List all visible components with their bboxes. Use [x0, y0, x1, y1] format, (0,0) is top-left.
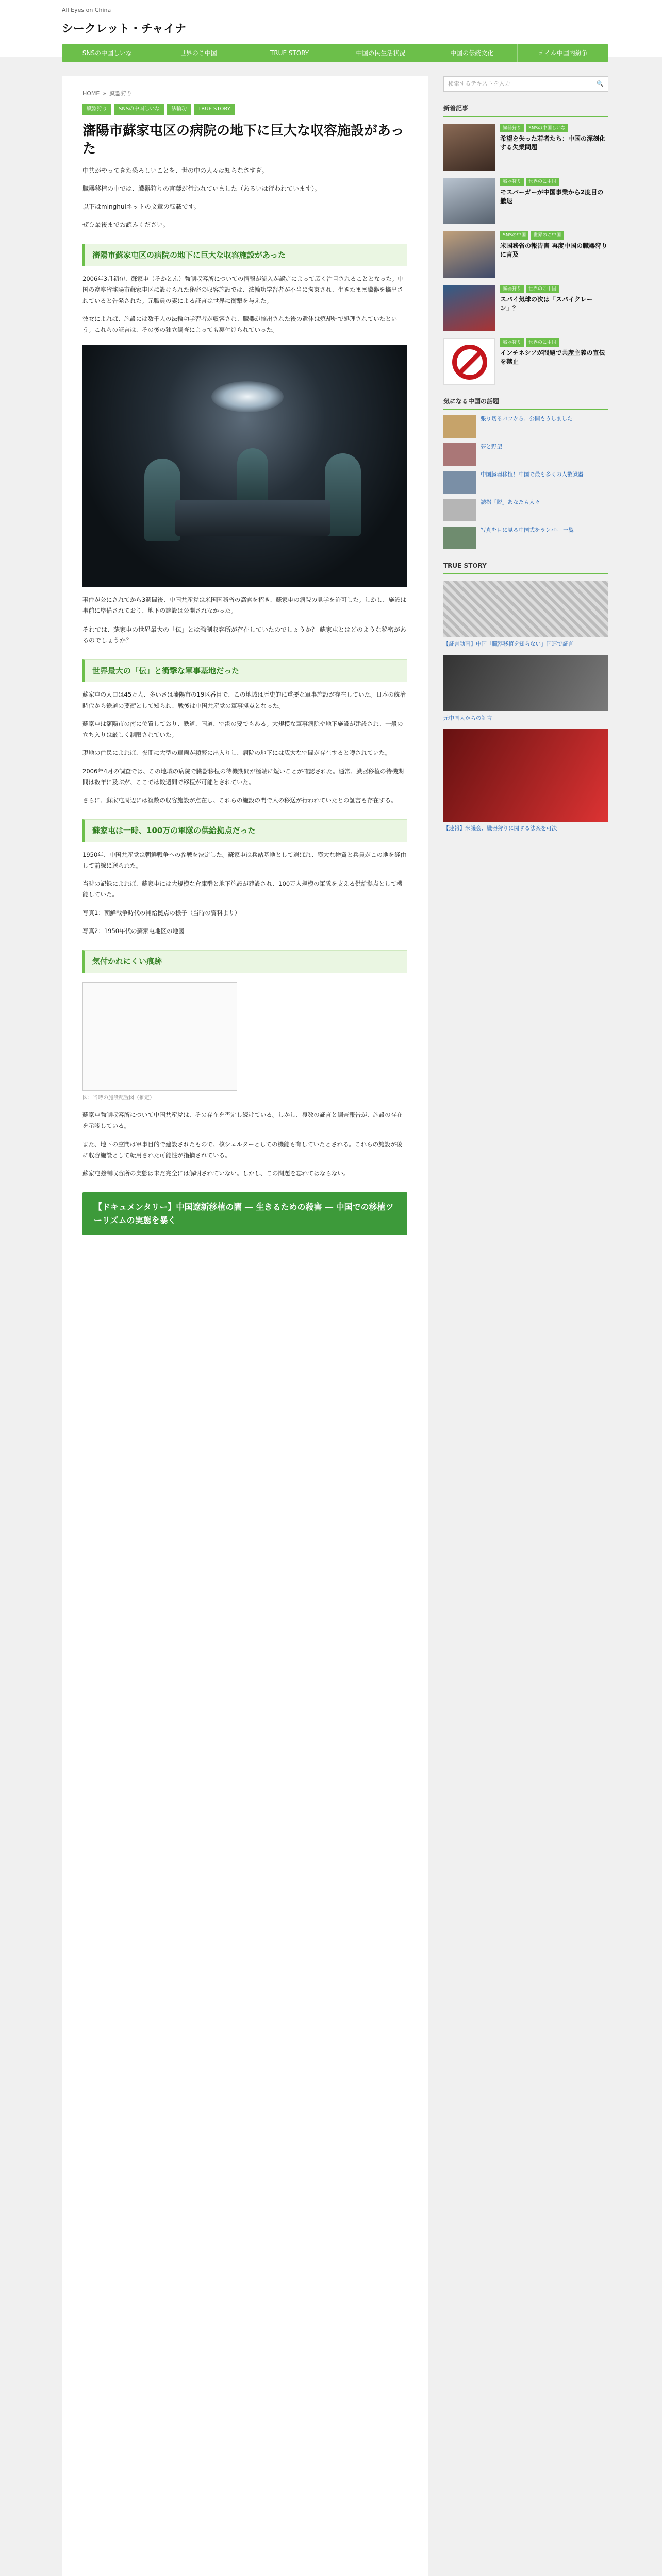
breadcrumb-home[interactable]: HOME: [82, 90, 100, 97]
site-tagline: All Eyes on China: [62, 7, 111, 13]
true-story-caption[interactable]: 【速報】米議会、臓器狩りに関する法案を可決: [443, 825, 557, 832]
body-paragraph: また、地下の空間は軍事目的で建設されたもので、核シェルターとしての機能も有していたとされる。これらの施設が後に収容施設として転用された可能性が指摘されている。: [82, 1140, 403, 1159]
post-tag[interactable]: SNSの中国: [500, 231, 528, 240]
true-story-image[interactable]: [443, 729, 608, 822]
surgeon-figure: [325, 453, 361, 536]
body-paragraph: 蘇家屯の人口は45万人、多いさは瀋陽市の19区番目で、この地域は歴史的に重要な軍事施設が存在していた。日本の統治時代から鉄道の要衝として知られ、戦後は中国共産党の軍事拠点となった。: [82, 691, 406, 709]
image-caption: 図：当時の施設配置図（推定）: [82, 1095, 155, 1101]
breadcrumb: [82, 89, 407, 98]
category-tag[interactable]: 臓器狩り: [82, 104, 111, 115]
breadcrumb-current[interactable]: 臓器狩り: [109, 90, 133, 97]
body-paragraph: 蘇家屯強制収容所の実態は未だ完全には解明されていない。しかし、この問題を忘れてはならない。: [82, 1170, 350, 1177]
article-main: [62, 76, 428, 2576]
post-thumbnail[interactable]: [443, 124, 495, 171]
popular-post-item[interactable]: [443, 443, 608, 466]
nav-item[interactable]: 中国の民生活状況: [335, 44, 426, 62]
post-thumbnail[interactable]: [443, 499, 476, 521]
section-heading: 蘇家屯は一時、100万の軍隊の供給拠点だった: [82, 819, 407, 842]
site-header: [0, 0, 662, 57]
post-title[interactable]: スパイ気球の次は「スパイクレーン」？: [500, 296, 593, 312]
widget-title: 新着記事: [443, 103, 608, 117]
post-thumbnail[interactable]: [443, 178, 495, 224]
category-tag[interactable]: TRUE STORY: [194, 104, 235, 115]
post-title[interactable]: 写真を目に見る中国式をランバー 一覧: [481, 527, 574, 533]
category-tags: [82, 104, 407, 115]
category-tag[interactable]: SNSの中国しいな: [114, 104, 164, 115]
post-title[interactable]: 米国務省の報告書 再度中国の臓器狩りに言及: [500, 242, 608, 259]
post-tag[interactable]: 世界のこ中国: [526, 285, 559, 293]
article-image: [82, 982, 237, 1091]
nav-item[interactable]: 中国の伝統文化: [426, 44, 518, 62]
body-paragraph: 当時の記録によれば、蘇家屯には大規模な倉庫群と地下施設が建設され、100万人規模の軍隊を支える供給拠点として機能していた。: [82, 880, 403, 899]
post-title[interactable]: 夢と野望: [481, 444, 502, 450]
body-paragraph: 蘇家屯強制収容所について中国共産党は、その存在を否定し続けている。しかし、複数の証言と調査報告が、施設の存在を示唆している。: [82, 1111, 403, 1130]
body-paragraph: さらに、蘇家屯周辺には複数の収容施設が点在し、これらの施設の間で人の移送が行われていたとの証言も存在する。: [82, 796, 397, 804]
post-title[interactable]: モスバーガーが中国事業から2度目の撤退: [500, 189, 604, 205]
nav-item[interactable]: 世界のこ中国: [153, 44, 244, 62]
post-tag[interactable]: 臓器狩り: [500, 178, 524, 186]
body-paragraph: 2006年4月の調査では、この地域の病院で臓器移植の待機期間が極端に短いことが確認された。通常、臓器移植の待機期間は数年に及ぶが、ここでは数週間で移植が可能とされていた。: [82, 767, 404, 786]
true-story-image[interactable]: [443, 581, 608, 637]
body-paragraph: 蘇家屯は瀋陽市の南に位置しており、鉄道、国道、空港の要でもある。大規模な軍事病院や地下施設が建設され、一般の立ち入りは厳しく制限されていた。: [82, 720, 403, 739]
intro-paragraph: ぜひ最後までお読みください。: [82, 221, 170, 228]
section-heading: 気付かれにくい痕跡: [82, 950, 407, 973]
post-title[interactable]: 張り切るバフから、公開もうしました: [481, 416, 573, 422]
surgical-lamp: [211, 381, 284, 412]
search-icon[interactable]: 🔍: [597, 80, 604, 88]
true-story-image[interactable]: [443, 655, 608, 711]
search-placeholder: 検索するテキストを入力: [448, 80, 510, 88]
sidebar: [443, 76, 608, 1189]
post-title[interactable]: 中国臓器移植！中国で最も多くの人数臓器: [481, 471, 584, 478]
intro-paragraph: 中共がやってきた恐ろしいことを、世の中の人々は知らなさすぎ。: [82, 166, 268, 174]
recent-post-item[interactable]: [443, 338, 608, 385]
documentary-banner[interactable]: 【ドキュメンタリー】中国遼新移植の闇 ― 生きるための殺害 ― 中国での移植ツーリズムの実態を暴く: [82, 1192, 407, 1235]
category-tag[interactable]: 法輪功: [167, 104, 191, 115]
body-paragraph: それでは、蘇家屯の世界最大の「伝」とは強制収容所が存在していたのでしょうか？ 蘇家屯とはどのような秘密があるのでしょうか？: [82, 626, 406, 645]
post-thumbnail[interactable]: [443, 527, 476, 549]
recent-post-item[interactable]: [443, 231, 608, 278]
intro-paragraph: 以下はminghuiネットの文章の転載です。: [82, 202, 200, 210]
nav-item[interactable]: TRUE STORY: [244, 44, 336, 62]
body-paragraph: 2006年3月初旬、蘇家屯（そかとん）強制収容所についての情報が流入が認定によって広く注目されることとなった。中国の遼寧省瀋陽市蘇家屯区に設けられた秘密の収容施設では、法輪功学習者が不当に拘束され、生きたまま臓器を摘出されていると告発された。元職員の妻による証言は世界に衝撃を与えた。: [82, 275, 404, 304]
breadcrumb-separator: »: [103, 90, 107, 97]
section-heading: 瀋陽市蘇家屯区の病院の地下に巨大な収容施設があった: [82, 244, 407, 266]
operating-room-photo: [82, 345, 407, 587]
nav-item[interactable]: オイル中国内紛争: [538, 49, 588, 57]
nav-item[interactable]: SNSの中国しいな: [62, 44, 153, 62]
popular-post-item[interactable]: [443, 415, 608, 438]
post-thumbnail[interactable]: [443, 471, 476, 494]
search-input[interactable]: [443, 76, 608, 92]
article-title: 瀋陽市蘇家屯区の病院の地下に巨大な収容施設があった: [82, 123, 404, 157]
post-tag[interactable]: 世界のこ中国: [526, 178, 559, 186]
recent-post-item[interactable]: [443, 124, 608, 171]
section-heading: 世界最大の「伝」と衝撃な軍事基地だった: [82, 659, 407, 682]
body-paragraph: 写真1：朝鮮戦争時代の補給拠点の様子（当時の資料より）: [82, 909, 241, 917]
intro-paragraph: 臓器移植の中では、臓器狩りの言葉が行われていました（あるいは行われています）。: [82, 184, 321, 192]
true-story-widget: [443, 561, 608, 833]
body-paragraph: 事件が公にされてから3週間後、中国共産党は米国国務省の高官を招き、蘇家屯の病院の見学を許可した。しかし、施設は事前に準備されており、地下の施設は公開されなかった。: [82, 596, 406, 614]
post-title[interactable]: 誘拐「脱」あなたも人々: [481, 499, 540, 505]
popular-post-item[interactable]: [443, 471, 608, 494]
post-tag[interactable]: 臓器狩り: [500, 338, 524, 347]
post-thumbnail[interactable]: [443, 415, 476, 438]
post-thumbnail[interactable]: [443, 338, 495, 385]
popular-post-item[interactable]: [443, 527, 608, 549]
post-tag[interactable]: 臓器狩り: [500, 285, 524, 293]
body-paragraph: 彼女によれば、施設には数千人の法輪功学習者が収容され、臓器が摘出された後の遺体は焼却炉で処理されていたという。これらの証言は、その後の独立調査によっても裏付けられていった。: [82, 315, 398, 334]
post-thumbnail[interactable]: [443, 231, 495, 278]
operating-table: [175, 500, 330, 536]
popular-posts-widget: [443, 396, 608, 549]
widget-title: TRUE STORY: [443, 561, 608, 574]
prohibition-icon: [452, 345, 487, 380]
recent-post-item[interactable]: [443, 285, 608, 331]
true-story-caption[interactable]: 【証言動画】中国「臓器移植を知らない」国連で証言: [443, 641, 573, 647]
post-tag[interactable]: 世界のこ中国: [531, 231, 564, 240]
post-title[interactable]: インチネシアが問題で共産主義の宣伝を禁止: [500, 349, 605, 366]
global-nav: [62, 44, 608, 62]
post-title[interactable]: 希望を失った若者たち：中国の深刻化する失業問題: [500, 135, 606, 151]
widget-title: 気になる中国の話題: [443, 396, 608, 410]
surgeon-figure: [237, 448, 268, 505]
body-paragraph: 現地の住民によれば、夜間に大型の車両が頻繁に出入りし、病院の地下には広大な空間が存在すると噂されていた。: [82, 749, 391, 757]
post-thumbnail[interactable]: [443, 285, 495, 331]
post-tag[interactable]: SNSの中国しいな: [526, 124, 568, 132]
post-tag[interactable]: 臓器狩り: [500, 124, 524, 132]
body-paragraph: 写真2：1950年代の蘇家屯地区の地図: [82, 927, 185, 935]
recent-posts-widget: [443, 103, 608, 385]
popular-post-item[interactable]: [443, 499, 608, 521]
true-story-caption[interactable]: 元中国人からの証言: [443, 715, 492, 721]
post-tag[interactable]: 世界のこ中国: [526, 338, 559, 347]
post-thumbnail[interactable]: [443, 443, 476, 466]
recent-post-item[interactable]: [443, 178, 608, 224]
site-title[interactable]: シークレット・チャイナ: [62, 23, 187, 36]
article-intro: [82, 165, 407, 230]
body-paragraph: 1950年、中国共産党は朝鮮戦争への参戦を決定した。蘇家屯は兵站基地として選ばれ、膨大な物資と兵員がこの地を経由して前線に送られた。: [82, 851, 406, 869]
